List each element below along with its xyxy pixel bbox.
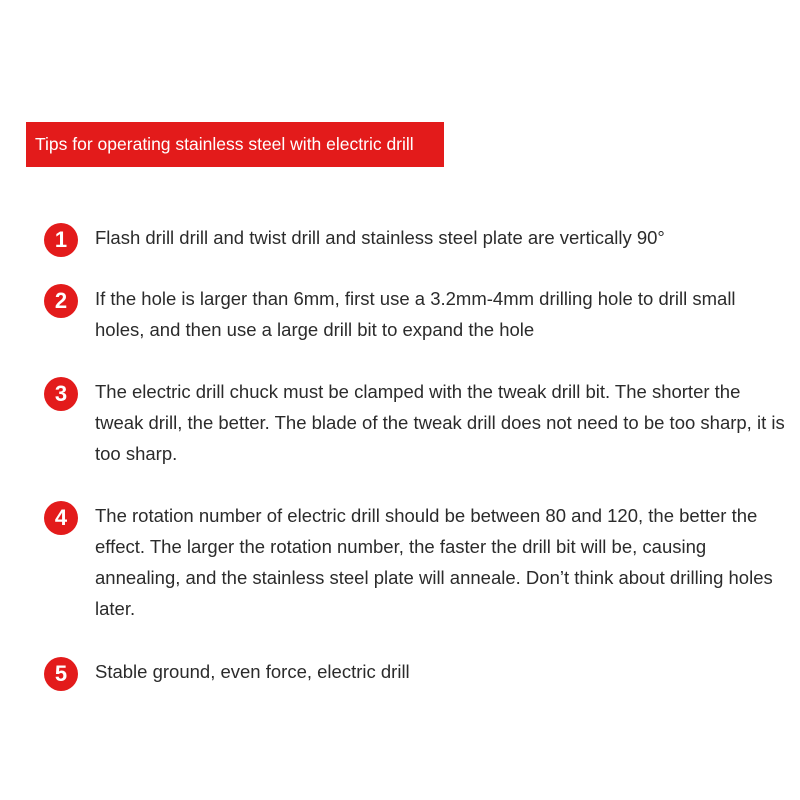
tip-text: If the hole is larger than 6mm, first use a 3.2mm-4mm drilling hole to drill small holes, and then use a large drill bit to expand the hole bbox=[95, 288, 736, 340]
tip-number-badge: 3 bbox=[44, 377, 78, 411]
tip-number-badge: 1 bbox=[44, 223, 78, 257]
tip-text: Flash drill drill and twist drill and stainless steel plate are vertically 90° bbox=[95, 227, 665, 248]
tip-number-badge: 5 bbox=[44, 657, 78, 691]
tip-number-badge: 2 bbox=[44, 284, 78, 318]
tip-text: The rotation number of electric drill should be between 80 and 120, the better the effect. The larger the rotation number, the faster the drill bit will be, causing annealing, and the stainless steel plate will anneale. Don’t think about drilling holes later. bbox=[95, 505, 773, 619]
tip-number-badge: 4 bbox=[44, 501, 78, 535]
page-title-banner bbox=[26, 122, 444, 167]
page-title: Tips for operating stainless steel with electric drill bbox=[35, 134, 414, 154]
tip-text: The electric drill chuck must be clamped with the tweak drill bit. The shorter the tweak drill, the better. The blade of the tweak drill does not need to be too sharp, it is too sharp. bbox=[95, 381, 785, 464]
tip-text: Stable ground, even force, electric drill bbox=[95, 661, 410, 682]
